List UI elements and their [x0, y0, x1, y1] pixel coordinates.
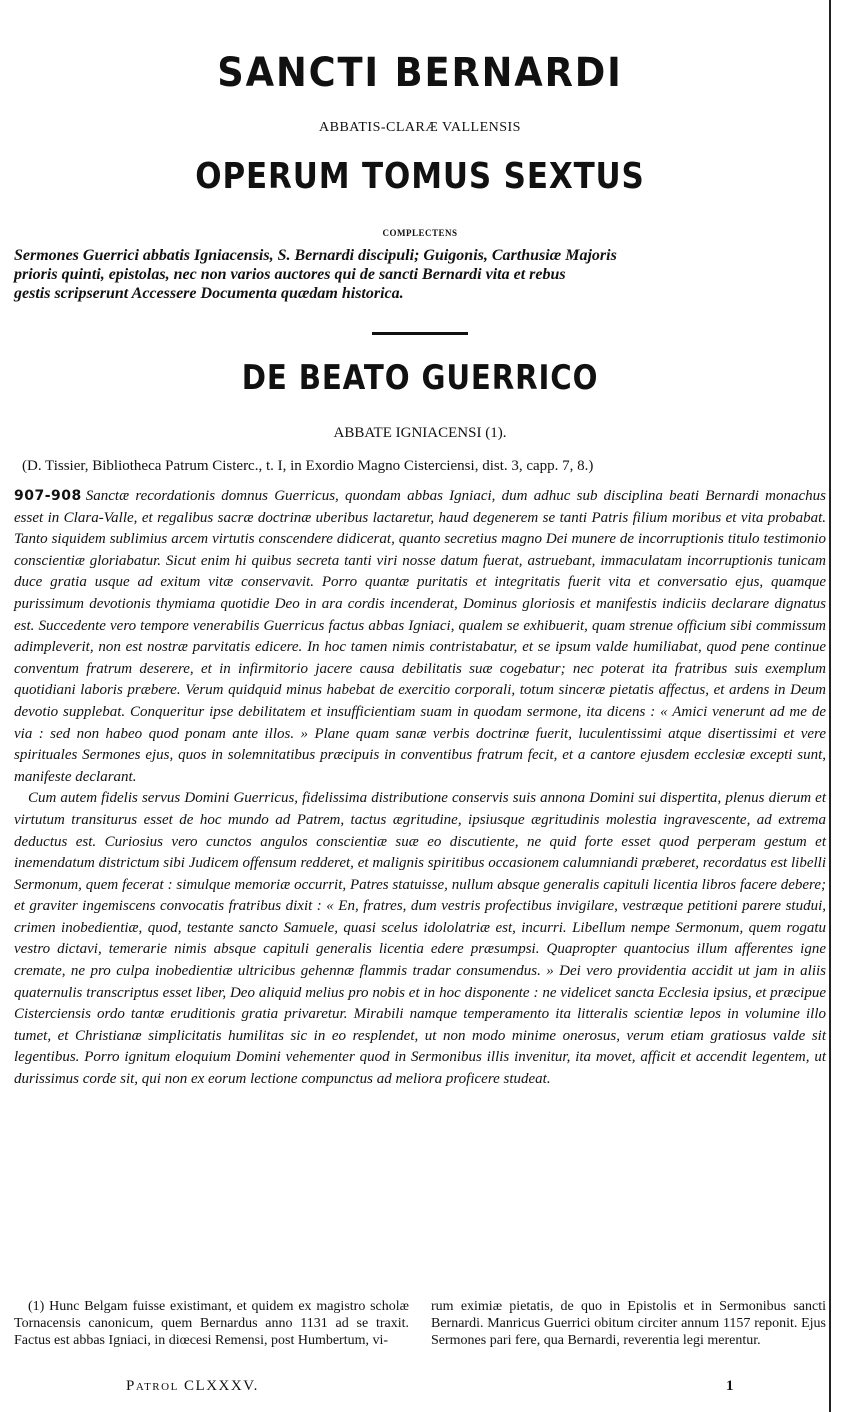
paragraph-text: Sanctæ recordationis domnus Guerricus, quondam abbas Igniaci, dum adhuc sub disciplina beati Bernardi monachus esset in Clara-Valle, et regalibus sacræ doctrinæ uberibus lactaretur, haud degenerem se tanti Patris filium moribus et vita probabat. Tanto siquidem sublimius arcem virtutis conscendere didicerat, quanto secretius magno Dei munere de incorruptionis titulo testimonio conscientiæ gloriabatur. Sicut enim hi quibus secreta tanti viri nosse datum fuerat, astruebant, immaculatam incorruptionis tunicam duce gratia usque ad exitum vitæ conservavit. Porro quantæ puritatis et integritatis fuerit vita et conversatio ejus, quamque purissimum devotionis thymiama quotidie Deo in ara cordis incenderat, Dominus gloriosis et manifestis indiciis declarare dignatus est. Succedente vero tempore venerabilis Guerricus factus abbas Igniaci, qualem se exhibuerit, quam strenue officium sibi commissum adimpleverit, non est nostræ parvitatis edicere. In hoc tamen nimis contristabatur, et se ipsum valde humiliabat, quod pene continue conventum fratrum deserere, et in infirmitorio jacere causa debilitatis suæ cogebatur; nec poterat ita fratribus suis exemplum quotidiani laboris præbere. Verum quidquid minus habebat de exercitio corporali, totum sinceræ pietatis affectus, et ardens in Deum devotio supplebat. Conqueritur ipse debilitatem et insufficientiam suam in quodam sermone, ita dicens : « Amici venerunt ad me de via : sed non habeo quod ponam ante illos. » Plane quam sanæ verbis doctrinæ fuerit, luculentissimi atque disertissimi et vere spirituales Sermones ejus, quos in solemnitatibus præcipuis in conventibus fratrum fecit, et a cantore ejusdem ecclesiæ excepti sunt, manifeste declarant. — [14, 488, 826, 785]
contents-subtitle — [14, 246, 826, 303]
main-title: SANCTI BERNARDI — [217, 50, 623, 96]
subtitle-line: Sermones Guerrici abbatis Igniacensis, S. Bernardi discipuli; Guigonis, Carthusiæ Majoris — [14, 247, 617, 264]
abbatis-line: ABBATIS-CLARÆ VALLENSIS — [319, 120, 521, 135]
signature-mark: Patrol CLXXXV. — [126, 1378, 259, 1394]
volume-title: OPERUM TOMUS SEXTUS — [195, 156, 645, 197]
footnote-left-column: (1) Hunc Belgam fuisse existimant, et quidem ex magistro scholæ Tornacensis canonicum, quem Bernardus anno 1131 ad se traxit. Factus est abbas Igniaci, in diœcesi Remensi, post Humbertum, vi- — [14, 1299, 409, 1348]
complectens-label: COMPLECTENS — [382, 228, 458, 238]
section-title: DE BEATO GUERRICO — [241, 358, 599, 398]
footnote-right-column: rum eximiæ pietatis, de quo in Epistolis et in Sermonibus sancti Bernardi. Manricus Guerrici obitum circiter annum 1157 reponit. Ejus Sermones pari fere, qua Bernardi, reverentia legi merentur. — [431, 1299, 826, 1348]
section-subtitle: ABBATE IGNIACENSI (1). — [333, 425, 507, 441]
subtitle-line: gestis scripserunt Accessere Documenta quædam historica. — [14, 285, 404, 302]
footnotes — [14, 1298, 826, 1349]
column-numbers: 907-908 — [14, 488, 82, 504]
subtitle-line: prioris quinti, epistolas, nec non varios auctores qui de sancti Bernardi vita et rebus — [14, 266, 566, 283]
body-text — [14, 486, 826, 1091]
paragraph — [14, 486, 826, 788]
paragraph: Cum autem fidelis servus Domini Guerricus, fidelissima distributione conservis suis annona Domini sui dispertita, plenus dierum et virtutum transiturus esset de hoc mundo ad Patrem, tactus ægritudine, ipsiusque ægritudinis molestia ingravescente, ad extrema deductus est. Curiosius vero cunctos angulos conscientiæ suæ eo discutiente, ne quid forte esset quod perperam gestum et inemendatum districtum sibi Judicem offensum redderet, et malignis spiritibus occasionem calumniandi præberet, recordatus est libelli Sermonum, quem fecerat : simulque memoriæ occurrit, Patres statuisse, nullum absque generalis capituli licentia libros facere debere; et graviter ingemiscens convocatis fratribus dixit : « En, fratres, dum vestris profectibus invigilare, vestræque petitioni parere studui, crimen inobedientiæ, quod, testante sancto Samuele, quasi scelus idololatriæ est, incurri. Libellum nempe Sermonum, quem rogatu vestro dictavi, temerarie nimis absque capituli generalis licentia edere præsumpsi. Quapropter quantocius illum afferentes igne cremate, ne pro culpa inobedientiæ ultricibus gehennæ flammis tradar consumendus. » Dei vero providentia accidit ut jam in aliis quaternulis transcriptus esset liber, Deo aliquid melius pro nobis et in hoc disponente : ne videlicet sancta Ecclesia ipsius, et præcipue Cisterciensis ordo tantæ eruditionis gratia privaretur. Mirabili namque temperamento ita litteralis scientiæ lepos in volumine illo tumet, et Christianæ simplicitatis humilitas sic in eo resplendet, ut non modo minime onerosus, verum etiam gratiosus valde sit legentibus. Porro ignitum eloquium Domini vehementer quod in Sermonibus illis invenitur, ita movet, afficit et accendit legentem, ut durissimus corde sit, qui non ex eorum lectione compunctus ad meliora proficere studeat. — [14, 790, 826, 1088]
page-number: 1 — [726, 1378, 735, 1394]
source-citation: (D. Tissier, Bibliotheca Patrum Cisterc., t. I, in Exordio Magno Cisterciensi, dist. 3, capp. 7, 8.) — [22, 458, 594, 474]
horizontal-rule — [372, 332, 468, 335]
